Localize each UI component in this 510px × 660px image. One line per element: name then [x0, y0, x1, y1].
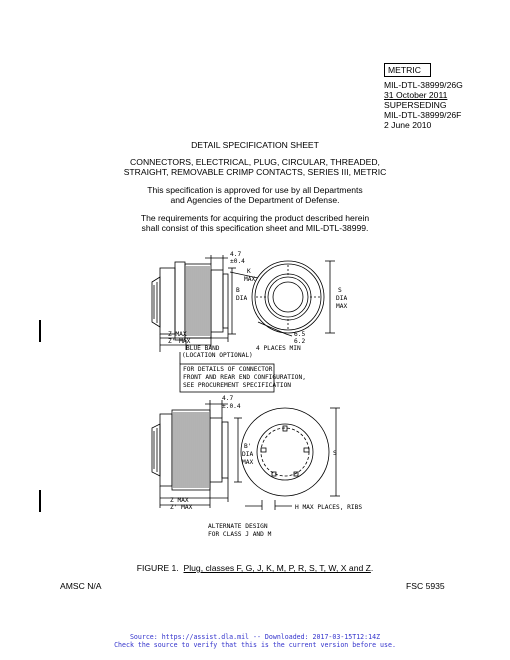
top-s-max: MAX: [336, 303, 348, 310]
note-line-1: FOR DETAILS OF CONNECTOR: [183, 366, 273, 373]
requirements-line-2: shall consist of this specification sheet and MIL-DTL-38999.: [141, 223, 369, 233]
connector-drawing: [0, 240, 510, 570]
bottom-b-prime: B': [244, 443, 252, 450]
source-footer-line-2: Check the source to verify that this is the current version before use.: [114, 641, 396, 649]
top-dim-47: 4.7: [230, 251, 242, 258]
prev-doc-id: MIL-DTL-38999/26F: [384, 110, 462, 120]
top-places: 4 PLACES MIN: [256, 345, 301, 352]
bottom-side-view: [152, 400, 242, 508]
note-line-2: FRONT AND REAR END CONFIGURATION,: [183, 374, 306, 381]
bottom-z-max: Z MAX: [170, 497, 189, 504]
figure-label: FIGURE 1.: [136, 563, 179, 573]
bottom-tol-04: ±.0.4: [222, 403, 241, 410]
subject-line-1: CONNECTORS, ELECTRICAL, PLUG, CIRCULAR, THREADED,: [130, 157, 380, 167]
top-location: (LOCATION OPTIONAL): [182, 352, 253, 359]
figure-caption-end: .: [370, 563, 374, 573]
top-tol-04: ±0.4: [230, 258, 245, 265]
subject-line-2: STRAIGHT, REMOVABLE CRIMP CONTACTS, SERIES III, METRIC: [123, 167, 387, 177]
figure-caption: [0, 563, 510, 574]
top-s-label: S: [338, 287, 342, 294]
fsc-label: FSC 5935: [406, 581, 445, 591]
top-k-max: MAX: [244, 276, 256, 283]
superseding-label: SUPERSEDING: [384, 100, 447, 110]
requirements-line-1: The requirements for acquiring the product described herein: [140, 213, 370, 223]
top-blue-band: BLUE BAND: [186, 345, 220, 352]
bottom-z-prime-max: Z' MAX: [170, 504, 193, 511]
doc-id: MIL-DTL-38999/26G: [384, 80, 463, 90]
top-dim-65: 6.5: [294, 331, 306, 338]
bottom-max: MAX: [242, 459, 254, 466]
approval-line-2: and Agencies of the Department of Defense.: [170, 195, 340, 205]
note-line-3: SEE PROCUREMENT SPECIFICATION: [183, 382, 292, 389]
alt-design-line-2: FOR CLASS J AND M: [208, 531, 272, 538]
top-s-dia: DIA: [336, 295, 348, 302]
prev-doc-date: 2 June 2010: [384, 120, 432, 130]
amsc-label: AMSC N/A: [60, 581, 102, 591]
page-title: DETAIL SPECIFICATION SHEET: [191, 140, 319, 150]
bottom-front-view: [241, 408, 340, 510]
top-z-prime-max: Z' MAX: [168, 338, 191, 345]
top-b-dia: DIA: [236, 295, 248, 302]
source-footer-line-1: Source: https://assist.dla.mil -- Downloaded: 2017-03-15T12:14Z: [129, 633, 381, 641]
top-front-view: [252, 261, 335, 336]
top-dim-62: 6.2: [294, 338, 306, 345]
bottom-dia: DIA: [242, 451, 254, 458]
top-b-label: B: [236, 287, 240, 294]
bottom-h-max: H MAX PLACES, RIBS: [295, 504, 363, 511]
figure-caption-text: Plug, classes F, G, J, K, M, P, R, S, T, W, X and Z: [183, 563, 371, 573]
metric-label: METRIC: [384, 63, 431, 77]
top-k-label: K: [247, 268, 251, 275]
approval-line-1: This specification is approved for use by all Departments: [147, 185, 363, 195]
alt-design-line-1: ALTERNATE DESIGN: [208, 523, 268, 530]
bottom-dim-47: 4.7: [222, 395, 234, 402]
doc-date: 31 October 2011: [384, 90, 448, 100]
top-z-max: Z MAX: [168, 331, 187, 338]
bottom-s-label: S: [333, 450, 337, 457]
